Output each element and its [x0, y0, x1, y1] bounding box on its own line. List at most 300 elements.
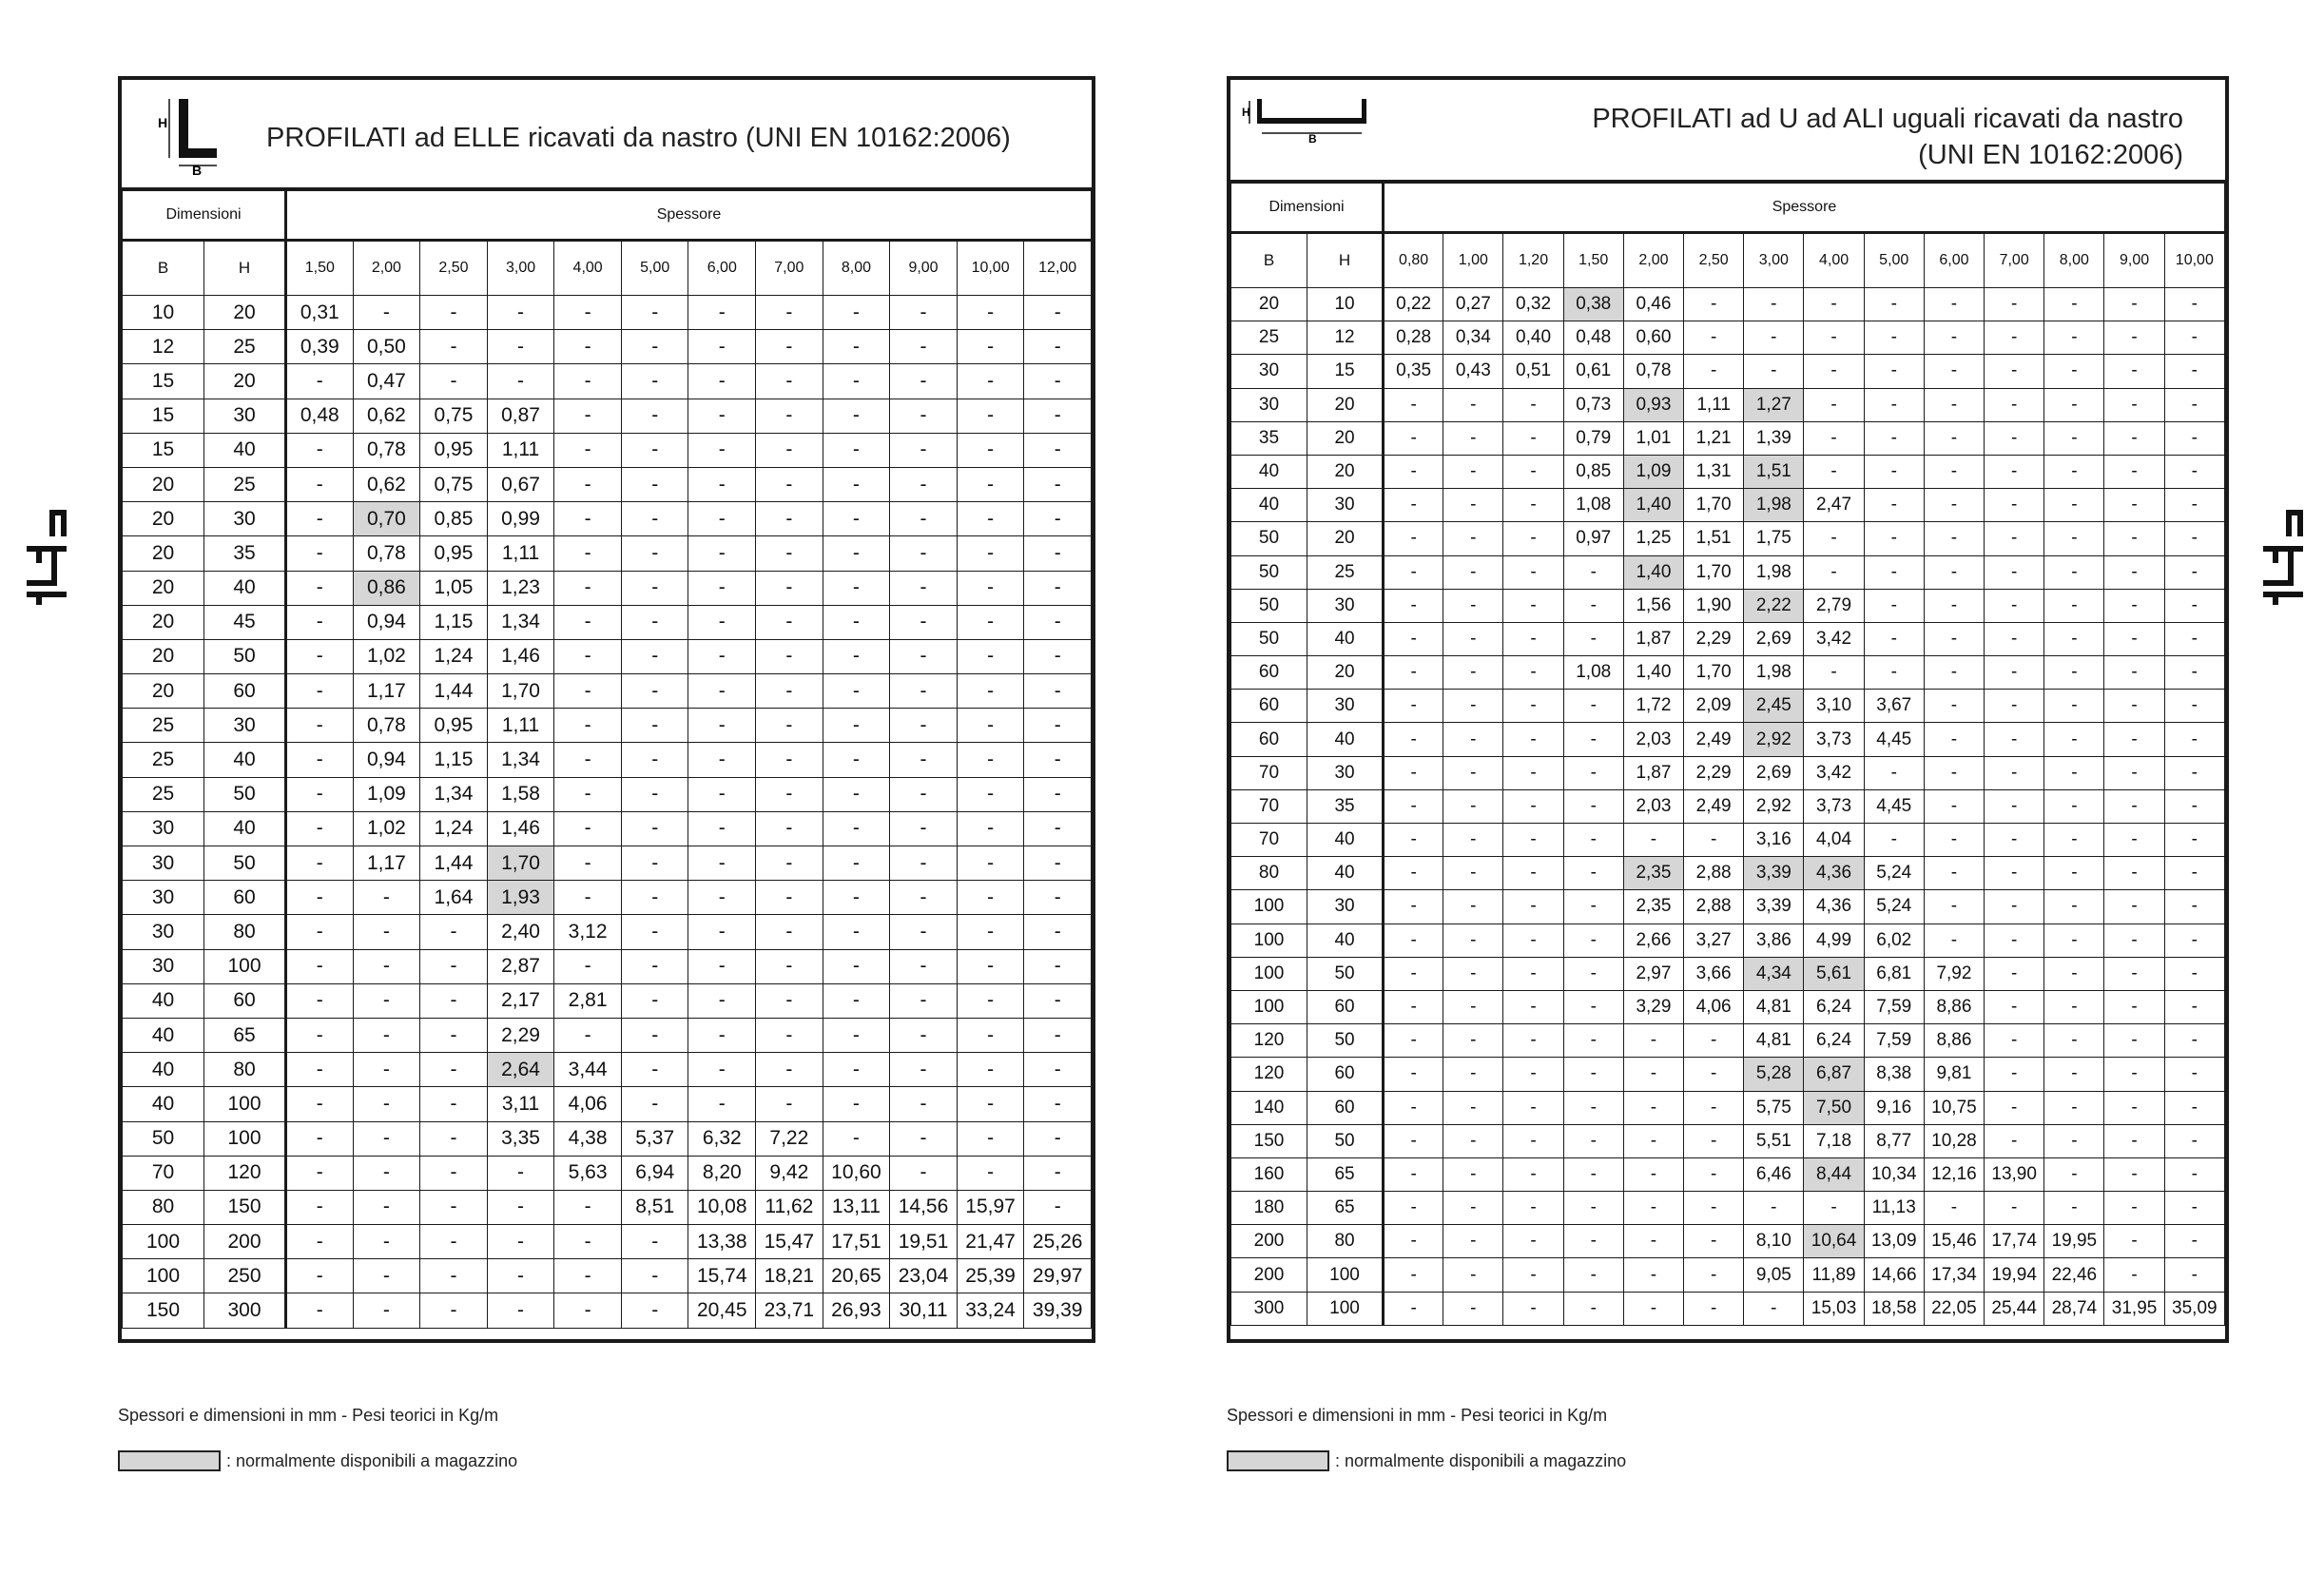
weight-cell: -: [890, 605, 958, 639]
weight-cell: -: [2164, 1124, 2224, 1157]
weight-cell: -: [2044, 857, 2104, 890]
dimension-cell: 50: [204, 846, 286, 881]
weight-cell: 11,62: [756, 1190, 823, 1224]
weight-cell: -: [823, 777, 890, 811]
weight-cell: 0,22: [1384, 288, 1443, 321]
weight-cell: -: [1924, 555, 1984, 589]
table-row: [123, 1018, 1092, 1052]
table-row: [123, 1156, 1092, 1190]
weight-cell: 2,29: [487, 1018, 554, 1052]
weight-cell: -: [621, 743, 688, 777]
dimension-cell: 35: [204, 536, 286, 571]
table-row: [1231, 1292, 2225, 1325]
weight-cell: 4,06: [1684, 990, 1744, 1023]
weight-cell: -: [1503, 789, 1563, 823]
weight-cell: -: [2164, 656, 2224, 690]
weight-cell: 1,56: [1623, 589, 1683, 622]
weight-cell: -: [890, 915, 958, 949]
dimensioni-header: Dimensioni: [1231, 184, 1384, 233]
weight-cell: 8,38: [1864, 1058, 1924, 1091]
weight-cell: -: [1563, 957, 1623, 990]
weight-cell: -: [2104, 723, 2164, 756]
dimension-cell: 25: [1231, 321, 1307, 355]
weight-cell: -: [756, 949, 823, 983]
weight-cell: 0,94: [353, 743, 420, 777]
weight-cell: 25,39: [957, 1259, 1024, 1293]
weight-cell: 3,67: [1864, 690, 1924, 723]
weight-cell: 1,09: [1623, 455, 1683, 488]
weight-cell: -: [286, 467, 354, 501]
weight-cell: -: [1924, 321, 1984, 355]
table-row: [1231, 857, 2225, 890]
weight-cell: -: [1503, 924, 1563, 957]
weight-cell: 1,11: [487, 536, 554, 571]
dimension-cell: 25: [123, 709, 204, 743]
weight-cell: -: [688, 915, 756, 949]
weight-cell: -: [554, 1190, 622, 1224]
weight-cell: -: [2044, 990, 2104, 1023]
weight-cell: -: [1384, 1091, 1443, 1124]
weight-cell: -: [890, 881, 958, 915]
dimension-cell: 15: [123, 399, 204, 433]
weight-cell: -: [420, 1190, 488, 1224]
table-row: [1231, 1157, 2225, 1191]
weight-cell: -: [1985, 723, 2044, 756]
weight-cell: -: [1384, 824, 1443, 857]
weight-cell: -: [688, 846, 756, 881]
weight-cell: -: [1024, 536, 1092, 571]
u-profile-icon: [1242, 95, 1375, 162]
weight-cell: -: [1024, 399, 1092, 433]
dimension-cell: 15: [123, 433, 204, 467]
weight-cell: -: [756, 983, 823, 1018]
table-row: [1231, 1258, 2225, 1292]
weight-cell: -: [823, 674, 890, 709]
weight-cell: 0,62: [353, 399, 420, 433]
weight-cell: 0,78: [353, 536, 420, 571]
dimension-cell: 65: [204, 1018, 286, 1052]
weight-cell: -: [2044, 924, 2104, 957]
weight-cell: -: [688, 571, 756, 605]
weight-cell: -: [286, 709, 354, 743]
dimension-cell: 65: [1307, 1192, 1384, 1225]
weight-cell: 5,28: [1744, 1058, 1804, 1091]
dimension-cell: 80: [1307, 1225, 1384, 1258]
weight-cell: -: [688, 536, 756, 571]
weight-cell: -: [957, 1053, 1024, 1087]
dimension-cell: 30: [123, 811, 204, 846]
dimension-cell: 20: [1307, 522, 1384, 555]
weight-cell: -: [2104, 990, 2164, 1023]
table-row: [123, 709, 1092, 743]
weight-cell: 17,74: [1985, 1225, 2044, 1258]
dimension-cell: 20: [1307, 388, 1384, 421]
weight-cell: -: [286, 639, 354, 673]
weight-cell: 10,34: [1864, 1157, 1924, 1191]
weight-cell: -: [890, 743, 958, 777]
weight-cell: -: [1563, 622, 1623, 655]
dimension-cell: 160: [1231, 1157, 1307, 1191]
u-profile-table: [1230, 183, 2225, 1326]
weight-cell: -: [2164, 1258, 2224, 1292]
weight-cell: -: [2044, 1192, 2104, 1225]
weight-cell: -: [2104, 890, 2164, 924]
weight-cell: -: [1804, 522, 1864, 555]
weight-cell: -: [823, 536, 890, 571]
weight-cell: -: [2104, 690, 2164, 723]
weight-cell: 2,29: [1684, 756, 1744, 789]
dimension-cell: 80: [204, 1053, 286, 1087]
icon-h-label: H: [158, 115, 168, 130]
weight-cell: -: [353, 949, 420, 983]
dim-col-header-b: B: [1231, 233, 1307, 288]
weight-cell: -: [688, 364, 756, 399]
weight-cell: 2,09: [1684, 690, 1744, 723]
dimension-cell: 60: [1307, 1058, 1384, 1091]
weight-cell: 3,42: [1804, 756, 1864, 789]
dimension-cell: 70: [1231, 789, 1307, 823]
weight-cell: -: [756, 1053, 823, 1087]
dimension-cell: 30: [1307, 589, 1384, 622]
dimension-cell: 50: [1231, 555, 1307, 589]
weight-cell: 1,27: [1744, 388, 1804, 421]
weight-cell: -: [1804, 388, 1864, 421]
weight-cell: 2,45: [1744, 690, 1804, 723]
weight-cell: -: [957, 605, 1024, 639]
weight-cell: -: [957, 915, 1024, 949]
panel-l-profiles: [118, 76, 1095, 1343]
weight-cell: -: [621, 777, 688, 811]
weight-cell: 2,69: [1744, 622, 1804, 655]
weight-cell: -: [2164, 1225, 2224, 1258]
weight-cell: 10,60: [823, 1156, 890, 1190]
weight-cell: 5,51: [1744, 1124, 1804, 1157]
dimension-cell: 65: [1307, 1157, 1384, 1191]
table-row: [123, 949, 1092, 983]
weight-cell: -: [1024, 881, 1092, 915]
thickness-col-header: 1,00: [1443, 233, 1503, 288]
weight-cell: -: [1443, 723, 1503, 756]
weight-cell: -: [2104, 355, 2164, 388]
weight-cell: 0,99: [487, 502, 554, 536]
weight-cell: 0,46: [1623, 288, 1683, 321]
weight-cell: -: [756, 881, 823, 915]
weight-cell: -: [1443, 690, 1503, 723]
weight-cell: -: [1985, 656, 2044, 690]
dimension-cell: 50: [1307, 1024, 1384, 1058]
dimension-cell: 200: [204, 1225, 286, 1259]
weight-cell: 0,50: [353, 330, 420, 364]
weight-cell: 1,51: [1684, 522, 1744, 555]
weight-cell: 2,35: [1623, 890, 1683, 924]
dimension-cell: 60: [1231, 723, 1307, 756]
weight-cell: -: [957, 536, 1024, 571]
weight-cell: -: [487, 1156, 554, 1190]
weight-cell: 1,34: [420, 777, 488, 811]
weight-cell: -: [1443, 455, 1503, 488]
dimension-cell: 150: [204, 1190, 286, 1224]
weight-cell: -: [353, 1225, 420, 1259]
weight-cell: -: [823, 1087, 890, 1121]
weight-cell: 31,95: [2104, 1292, 2164, 1325]
weight-cell: -: [1443, 990, 1503, 1023]
weight-cell: -: [1443, 522, 1503, 555]
dimension-cell: 45: [204, 605, 286, 639]
weight-cell: -: [1985, 455, 2044, 488]
weight-cell: -: [1804, 321, 1864, 355]
thickness-col-header: 0,80: [1384, 233, 1443, 288]
weight-cell: 17,34: [1924, 1258, 1984, 1292]
dimension-cell: 20: [123, 605, 204, 639]
dimension-cell: 60: [204, 983, 286, 1018]
weight-cell: -: [2044, 1124, 2104, 1157]
weight-cell: 1,87: [1623, 756, 1683, 789]
weight-cell: -: [688, 709, 756, 743]
table-row: [123, 1087, 1092, 1121]
weight-cell: 0,48: [1563, 321, 1623, 355]
dim-col-header-b: B: [123, 241, 204, 296]
weight-cell: -: [957, 399, 1024, 433]
weight-cell: -: [554, 605, 622, 639]
weight-cell: 0,32: [1503, 288, 1563, 321]
weight-cell: 0,62: [353, 467, 420, 501]
thickness-col-header: 2,50: [420, 241, 488, 296]
weight-cell: -: [1985, 890, 2044, 924]
weight-cell: 2,88: [1684, 857, 1744, 890]
weight-cell: -: [2044, 455, 2104, 488]
thickness-col-header: 9,00: [2104, 233, 2164, 288]
table-row: [1231, 321, 2225, 355]
weight-cell: -: [1024, 709, 1092, 743]
weight-cell: -: [2104, 1192, 2164, 1225]
weight-cell: 0,39: [286, 330, 354, 364]
weight-cell: -: [756, 639, 823, 673]
weight-cell: -: [1985, 957, 2044, 990]
weight-cell: 8,86: [1924, 990, 1984, 1023]
weight-cell: -: [1443, 1225, 1503, 1258]
weight-cell: -: [286, 1018, 354, 1052]
weight-cell: -: [1684, 321, 1744, 355]
weight-cell: -: [1563, 924, 1623, 957]
weight-cell: 6,87: [1804, 1058, 1864, 1091]
weight-cell: -: [621, 571, 688, 605]
thickness-col-header: 6,00: [688, 241, 756, 296]
dimension-cell: 100: [1231, 890, 1307, 924]
dimension-cell: 20: [1231, 288, 1307, 321]
weight-cell: -: [1443, 890, 1503, 924]
weight-cell: -: [286, 1087, 354, 1121]
weight-cell: 1,24: [420, 811, 488, 846]
weight-cell: -: [1985, 288, 2044, 321]
weight-cell: -: [420, 296, 488, 330]
weight-cell: 3,73: [1804, 789, 1864, 823]
dimension-cell: 50: [123, 1121, 204, 1156]
weight-cell: 2,66: [1623, 924, 1683, 957]
weight-cell: 35,09: [2164, 1292, 2224, 1325]
weight-cell: 1,24: [420, 639, 488, 673]
weight-cell: 0,87: [487, 399, 554, 433]
weight-cell: -: [823, 433, 890, 467]
weight-cell: -: [1384, 489, 1443, 522]
weight-cell: -: [420, 330, 488, 364]
weight-cell: -: [2164, 990, 2224, 1023]
table-row: [1231, 1091, 2225, 1124]
weight-cell: 1,21: [1684, 421, 1744, 455]
weight-cell: -: [1684, 824, 1744, 857]
weight-cell: -: [1684, 1258, 1744, 1292]
weight-cell: -: [2044, 589, 2104, 622]
weight-cell: -: [2164, 957, 2224, 990]
weight-cell: -: [1804, 455, 1864, 488]
weight-cell: -: [286, 433, 354, 467]
weight-cell: -: [2164, 589, 2224, 622]
weight-cell: 0,47: [353, 364, 420, 399]
dimension-cell: 100: [1307, 1258, 1384, 1292]
thickness-col-header: 9,00: [890, 241, 958, 296]
weight-cell: 1,39: [1744, 421, 1804, 455]
weight-cell: -: [2044, 288, 2104, 321]
weight-cell: -: [487, 296, 554, 330]
dimension-cell: 50: [1231, 589, 1307, 622]
weight-cell: -: [957, 1121, 1024, 1156]
weight-cell: -: [2104, 455, 2164, 488]
dimension-cell: 40: [204, 811, 286, 846]
weight-cell: -: [1024, 467, 1092, 501]
weight-cell: -: [1864, 756, 1924, 789]
weight-cell: -: [756, 674, 823, 709]
weight-cell: -: [2044, 824, 2104, 857]
weight-cell: -: [1384, 1192, 1443, 1225]
dimension-cell: 40: [1231, 455, 1307, 488]
dimension-cell: 20: [123, 502, 204, 536]
weight-cell: -: [1443, 1058, 1503, 1091]
weight-cell: -: [2044, 789, 2104, 823]
weight-cell: -: [2164, 756, 2224, 789]
weight-cell: -: [1384, 1258, 1443, 1292]
weight-cell: -: [1563, 1225, 1623, 1258]
table-title: [1592, 101, 2183, 173]
weight-cell: -: [286, 1190, 354, 1224]
table-row: [123, 915, 1092, 949]
weight-cell: 2,92: [1744, 723, 1804, 756]
weight-cell: -: [2164, 455, 2224, 488]
weight-cell: -: [957, 777, 1024, 811]
dimension-cell: 100: [204, 1087, 286, 1121]
weight-cell: -: [890, 1121, 958, 1156]
dimension-cell: 80: [123, 1190, 204, 1224]
weight-cell: 7,22: [756, 1121, 823, 1156]
weight-cell: -: [890, 502, 958, 536]
table-row: [123, 983, 1092, 1018]
weight-cell: 1,08: [1563, 489, 1623, 522]
dimension-cell: 30: [123, 949, 204, 983]
weight-cell: -: [1384, 1225, 1443, 1258]
weight-cell: 4,36: [1804, 857, 1864, 890]
weight-cell: -: [957, 296, 1024, 330]
table-row: [123, 502, 1092, 536]
weight-cell: -: [957, 1156, 1024, 1190]
weight-cell: -: [2044, 355, 2104, 388]
table-row: [1231, 957, 2225, 990]
weight-cell: -: [621, 296, 688, 330]
weight-cell: 0,94: [353, 605, 420, 639]
weight-cell: 4,99: [1804, 924, 1864, 957]
weight-cell: -: [286, 1259, 354, 1293]
dimension-cell: 40: [123, 1053, 204, 1087]
dimension-cell: 100: [1231, 990, 1307, 1023]
weight-cell: -: [1563, 1058, 1623, 1091]
weight-cell: -: [1384, 957, 1443, 990]
weight-cell: -: [890, 709, 958, 743]
weight-cell: 19,95: [2044, 1225, 2104, 1258]
table-row: [1231, 522, 2225, 555]
weight-cell: 2,03: [1623, 723, 1683, 756]
weight-cell: 2,03: [1623, 789, 1683, 823]
weight-cell: -: [2104, 589, 2164, 622]
weight-cell: -: [1684, 355, 1744, 388]
dimension-cell: 50: [1307, 957, 1384, 990]
weight-cell: 25,26: [1024, 1225, 1092, 1259]
weight-cell: -: [1864, 321, 1924, 355]
table-row: [1231, 1225, 2225, 1258]
weight-cell: -: [420, 1225, 488, 1259]
weight-cell: -: [554, 811, 622, 846]
dimension-cell: 20: [123, 674, 204, 709]
weight-cell: -: [1024, 949, 1092, 983]
weight-cell: 1,93: [487, 881, 554, 915]
weight-cell: 0,86: [353, 571, 420, 605]
weight-cell: -: [2104, 857, 2164, 890]
weight-cell: -: [1024, 364, 1092, 399]
weight-cell: -: [2164, 522, 2224, 555]
weight-cell: -: [1563, 857, 1623, 890]
thickness-col-header: 4,00: [554, 241, 622, 296]
weight-cell: -: [420, 1087, 488, 1121]
weight-cell: 3,44: [554, 1053, 622, 1087]
weight-cell: -: [1623, 1024, 1683, 1058]
weight-cell: -: [957, 811, 1024, 846]
weight-cell: 7,50: [1804, 1091, 1864, 1124]
weight-cell: -: [1924, 656, 1984, 690]
weight-cell: 2,40: [487, 915, 554, 949]
dimension-cell: 30: [123, 915, 204, 949]
dimension-cell: 15: [1307, 355, 1384, 388]
weight-cell: -: [1443, 589, 1503, 622]
weight-cell: -: [890, 983, 958, 1018]
weight-cell: 9,81: [1924, 1058, 1984, 1091]
weight-cell: 3,16: [1744, 824, 1804, 857]
weight-cell: -: [1684, 1157, 1744, 1191]
weight-cell: -: [1443, 857, 1503, 890]
weight-cell: 0,34: [1443, 321, 1503, 355]
weight-cell: -: [957, 949, 1024, 983]
weight-cell: 15,97: [957, 1190, 1024, 1224]
weight-cell: -: [2164, 489, 2224, 522]
weight-cell: -: [688, 1018, 756, 1052]
dimension-cell: 15: [123, 364, 204, 399]
dimension-cell: 80: [204, 915, 286, 949]
weight-cell: -: [554, 399, 622, 433]
weight-cell: -: [2044, 522, 2104, 555]
weight-cell: -: [1503, 522, 1563, 555]
dimension-cell: 10: [1307, 288, 1384, 321]
weight-cell: -: [1623, 1258, 1683, 1292]
weight-cell: 1,17: [353, 674, 420, 709]
weight-cell: -: [487, 330, 554, 364]
weight-cell: -: [554, 1018, 622, 1052]
weight-cell: -: [2104, 622, 2164, 655]
dimension-cell: 30: [1231, 355, 1307, 388]
